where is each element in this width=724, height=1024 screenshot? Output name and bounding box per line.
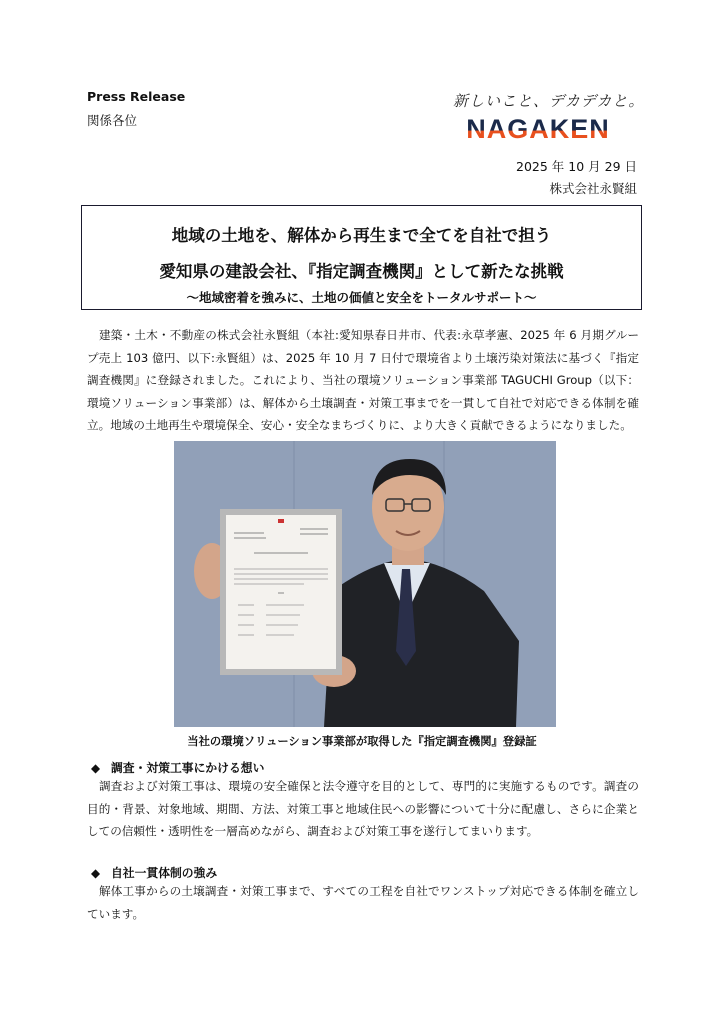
recipients-label: 関係各位 — [87, 113, 138, 128]
section-body-commitment: 調査および対策工事は、環境の安全確保と法令遵守を目的として、専門的に実施するものです。調査の目的・背景、対象地域、期間、方法、対策工事と地域住民への影響について十分に配慮し、さらに企業としての信頼性・透明性を一層高めながら、調査および対策工事を遂行してまいります。 — [87, 779, 639, 838]
press-release-label: Press Release — [87, 89, 186, 104]
headline-line-1: 地域の土地を、解体から再生まで全てを自社で担う — [171, 226, 552, 245]
diamond-bullet-icon: ◆ — [91, 866, 101, 880]
logo-wordmark: NAGAKEN — [466, 114, 610, 142]
section-heading-text: 調査・対策工事にかける想い — [111, 761, 265, 775]
release-date: 2025 年 10 月 29 日 — [516, 159, 637, 174]
nagaken-logo — [444, 114, 632, 142]
intro-paragraph: 建築・土木・不動産の株式会社永賢組（本社:愛知県春日井市、代表:永草孝憲、2025 年 6 月期グループ売上 103 億円、以下:永賢組）は、2025 年 10 月 7 日付で環境省より土壌汚染対策法に基づく『指定調査機関』に登録されました。これにより、当社の環境ソリューション事業部 TAGUCHI Group（以下：環境ソリューション事業部）は、解体から土壌調査・対策工事までを一貫して自社で対応できる体制を確立。地域の土地再生や環境保全、安心・安全なまちづくりに、より大きく貢献できるようになりました。 — [87, 328, 639, 432]
section-heading-commitment — [91, 759, 264, 776]
company-tagline: 新しいこと、デカデカと。 — [453, 92, 645, 110]
headline-subtitle: ～地域密着を強みに、土地の価値と安全をトータルサポート～ — [186, 290, 537, 305]
photo-caption: 当社の環境ソリューション事業部が取得した『指定調査機関』登録証 — [187, 735, 537, 748]
diamond-bullet-icon: ◆ — [91, 761, 101, 775]
company-name: 株式会社永賢組 — [549, 181, 637, 196]
section-heading-text: 自社一貫体制の強み — [111, 866, 218, 880]
title-box — [81, 205, 642, 310]
section-heading-integrated-system — [91, 864, 217, 881]
section-body-integrated-system: 解体工事からの土壌調査・対策工事まで、すべての工程を自社でワンストップ対応できる体制を確立しています。 — [87, 884, 639, 921]
certificate-photo — [174, 441, 556, 727]
headline-line-2: 愛知県の建設会社、『指定調査機関』として新たな挑戦 — [159, 262, 564, 281]
